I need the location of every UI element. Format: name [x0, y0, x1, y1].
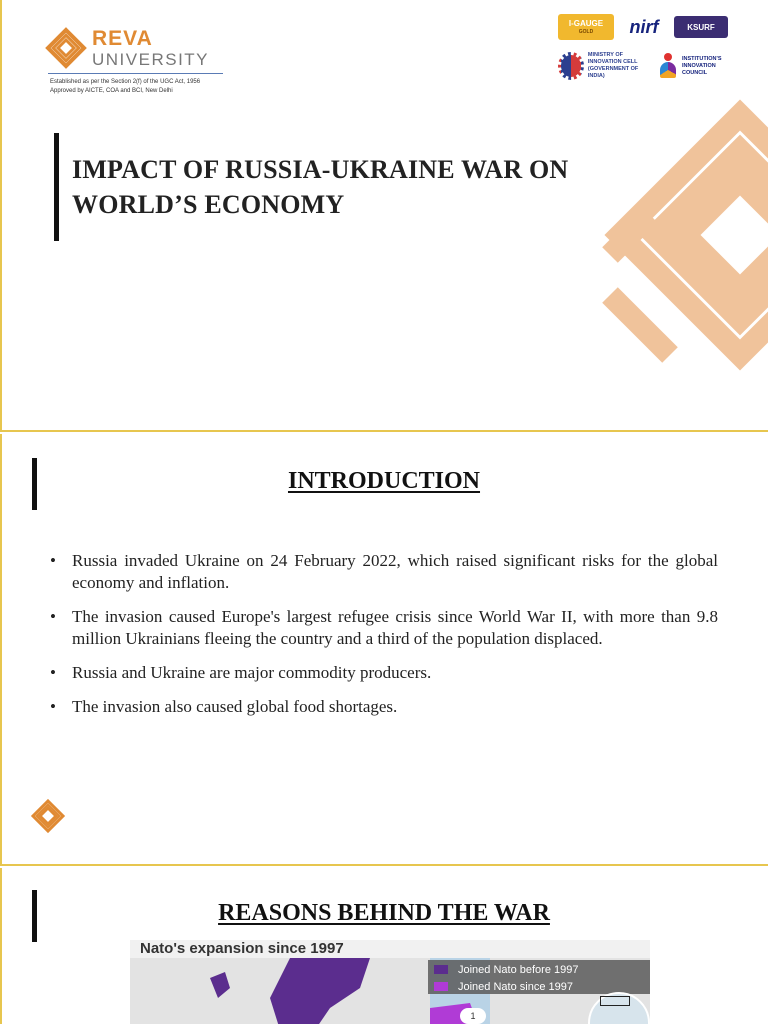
- legend-swatch: [434, 965, 448, 974]
- legend-label: Joined Nato since 1997: [458, 980, 573, 993]
- page-title: [72, 152, 632, 222]
- introduction-slide: [0, 434, 768, 866]
- knot-logo-icon: [44, 26, 88, 70]
- list-item: • The invasion also caused global food shortages.: [50, 696, 718, 718]
- innovation-line: INNOVATION CELL: [587, 59, 638, 65]
- list-item: • Russia invaded Ukraine on 24 February 2022, which raised significant risks for the global economy and inflation.: [50, 550, 718, 594]
- title-line-1: IMPACT OF RUSSIA-UKRAINE WAR ON: [72, 155, 569, 184]
- approval-line: Approved by AICTE, COA and BCI, New Delhi: [50, 88, 173, 94]
- knot-logo-icon: [30, 798, 66, 834]
- nirf-badge: nirf: [629, 16, 659, 37]
- slide-frame: [0, 434, 2, 864]
- title-line-2: WORLD’S ECONOMY: [72, 190, 345, 219]
- legend-label: Joined Nato before 1997: [458, 963, 579, 976]
- title-accent-bar: [54, 133, 59, 241]
- reva-logo: [44, 26, 209, 70]
- globe-locator: [600, 996, 630, 1006]
- slide-frame: [0, 868, 2, 1024]
- map-marker: 1: [460, 1008, 486, 1024]
- map-legend: [428, 960, 650, 994]
- gear-icon: [558, 52, 584, 80]
- iic-badge: [658, 50, 738, 82]
- reasons-slide: [0, 868, 768, 1024]
- legend-swatch: [434, 982, 448, 991]
- person-icon: [658, 51, 678, 81]
- logo-name: REVA: [92, 27, 153, 50]
- igauge-label: I-GAUGE: [568, 19, 604, 28]
- innovation-cell-badge: [558, 50, 650, 82]
- title-slide: [0, 0, 768, 432]
- innovation-line: (GOVERNMENT OF INDIA): [587, 66, 639, 79]
- map-title: Nato's expansion since 1997: [140, 940, 344, 957]
- list-item: • Russia and Ukraine are major commodity producers.: [50, 662, 718, 684]
- list-item: • The invasion caused Europe's largest refugee crisis since World War II, with more than 9.8 million Ukrainians fleeing the country and a third of the population displaced.: [50, 606, 718, 650]
- logo-subname: UNIVERSITY: [92, 50, 210, 69]
- logo-divider: [48, 73, 223, 74]
- legend-item: [434, 962, 650, 977]
- establishment-line: Established as per the Section 2(f) of the UGC Act, 1956: [50, 79, 201, 85]
- iic-line: COUNCIL: [682, 69, 708, 76]
- accreditation-badges: [558, 14, 748, 86]
- section-heading: INTRODUCTION: [287, 468, 481, 494]
- innovation-line: MINISTRY OF: [587, 52, 624, 58]
- decorative-knot-icon: [590, 85, 768, 405]
- ksurf-badge: KSURF: [674, 16, 728, 38]
- iic-line: INSTITUTION'S: [682, 55, 722, 62]
- section-heading: REASONS BEHIND THE WAR: [218, 900, 550, 926]
- iic-line: INNOVATION: [682, 62, 716, 69]
- igauge-sub-label: GOLD: [578, 29, 594, 35]
- slide-frame: [0, 0, 2, 430]
- nato-expansion-map: [130, 940, 650, 1024]
- establishment-note: [50, 78, 200, 96]
- igauge-badge: [558, 14, 614, 40]
- bullet-list: [50, 550, 718, 730]
